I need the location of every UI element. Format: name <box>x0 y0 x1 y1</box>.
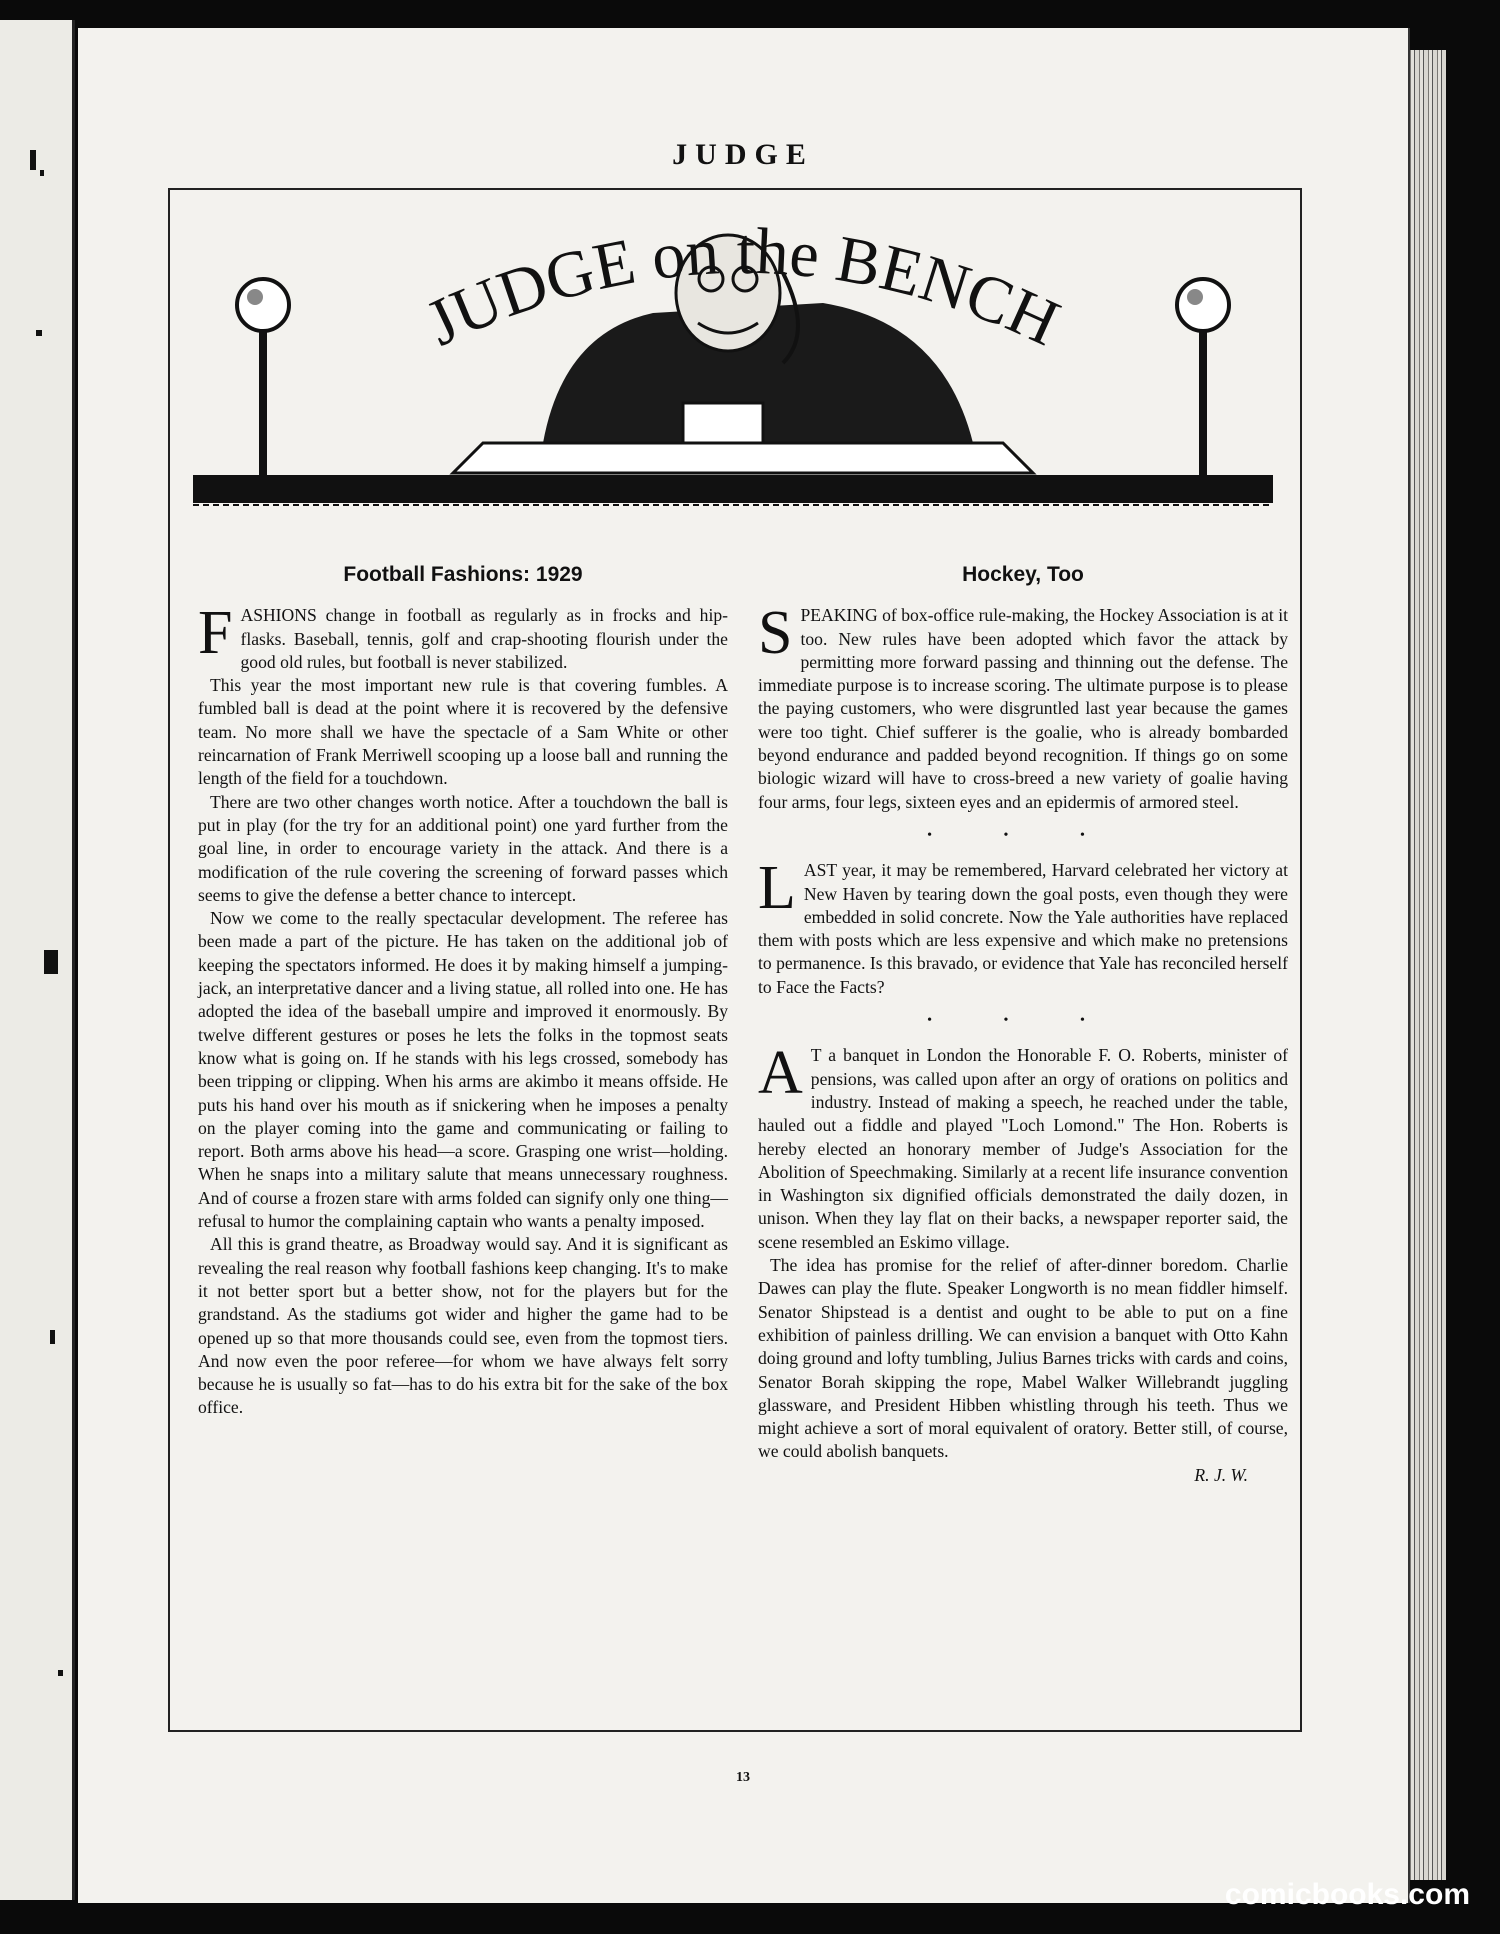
author-signature: R. J. W. <box>1194 1464 1248 1485</box>
right-article-heading: Hockey, Too <box>962 563 1084 586</box>
magazine-page <box>78 28 1410 1903</box>
magazine-name: JUDGE <box>672 138 814 171</box>
watermark: comicbooks.com <box>1224 1878 1470 1911</box>
section-separator: • • • <box>927 1013 1119 1029</box>
dropcap: S <box>758 599 793 668</box>
left-article-heading: Football Fashions: 1929 <box>343 563 583 586</box>
dropcap: F <box>198 599 233 668</box>
left-lamp-icon <box>237 279 289 489</box>
bench-icon <box>193 443 1273 505</box>
header-illustration <box>183 213 1283 513</box>
right-paragraph-4: The idea has promise for the relief of after-dinner boredom. Charlie Dawes can play the flute. Speaker Longworth is no mean fiddler himself. Senator Shipstead is a dentist and ought to be able to put on a fine exhibition of painless drilling. We can envision a banquet with Otto Kahn doing ground and lofty tumbling, Julius Barnes tricks with cards and coins, Senator Borah skipping the rope, Mabel Walker Willebrandt juggling glassware, and President Hibben whistling through his teeth. Thus we might achieve a sort of moral equivalent of oratory. Better still, of course, we could abolish banquets. <box>758 1255 1288 1462</box>
right-paragraph-3: A T a banquet in London the Honorable F. O. Roberts, minister of pensions, was called upon after an orgy of orations on politics and industry. Instead of making a speech, he reached under the table, hauled out a fiddle and played "Loch Lomond." The Hon. Roberts is hereby elected an honorary member of Judge's Association for the Abolition of Speechmaking. Similarly at a recent life insurance convention in Washington six dignified officials demonstrated the daily dozen, in unison. When they lay flat on their backs, a newspaper reporter said, the scene resembled an Eskimo village. <box>758 1039 1288 1252</box>
section-separator: • • • <box>927 827 1119 843</box>
left-paragraph-3: There are two other changes worth notice. After a touchdown the ball is put in play (for the try for an additional point) one yard further from the goal line, in order to encourage variety in the attack. And there is a modification of the rule covering the screening of forward passes which seems to give the defense a better chance to intercept. <box>198 791 728 905</box>
page-number: 13 <box>736 1770 750 1785</box>
right-paragraph-2: LAST year, it may be remembered, Harvard celebrated her victory at New Haven by tearing down the goal posts, even though they were embedded in solid concrete. Now the Yale authorities have replaced them with posts which are less expensive and which make no pretensions to permanence. Is this bravado, or evidence that Yale has reconciled herself to Face the Facts? <box>758 854 1288 997</box>
right-article-column <box>758 563 1288 1487</box>
left-paragraph-4: Now we come to the really spectacular development. The referee has been made a part of the picture. He has taken on the additional job of keeping the spectators informed. He does it by making himself a jumping-jack, an interpretative dancer and a living statue, all rolled into one. He has adopted the idea of the baseball umpire and improved it enormously. By twelve different gestures or poses he lets the folks in the topmost seats know what is going on. If he stands with his legs crossed, somebody has been tripping or clipping. When his arms are akimbo it means offside. He puts his hand over his mouth as if snickering when he imposes a penalty on the player coming into the game and communicating or failing to report. Both arms above his head—a score. Grasping one wrist—holding. When he snaps into a military salute that means unnecessary roughness. And of course a frozen stare with arms folded can signify only one thing—refusal to humor the complaining captain who wants a penalty imposed. <box>198 908 728 1232</box>
left-paragraph-1: FASHIONS change in football as regularly as in frocks and hip-flasks. Baseball, tennis, golf and crap-shooting flourish under the good old rules, but football is never stabilized. <box>198 599 728 672</box>
dropcap: L <box>758 854 796 923</box>
left-paragraph-5: All this is grand theatre, as Broadway would say. And it is significant as revealing the real reason why football fashions keep changing. It's to make it not better sport but a better show, not for the players but for the grandstand. As the stadiums got wider and higher the game had to be opened up so that more thousands could see, even from the topmost tiers. And now even the poor referee—for whom we have always felt sorry because he is usually so fat—has to do his extra bit for the sake of the box office. <box>198 1234 728 1418</box>
header-title: JUDGE on the BENCH <box>415 214 1070 361</box>
right-paragraph-1: SPEAKING of box-office rule-making, the Hockey Association is at it too. New rules have been adopted which favor the attack by permitting more forward passing and thinning out the defense. The immediate purpose is to increase scoring. The ultimate purpose is to please the paying customers, who were disgruntled last year because the games were too tight. Chief sufferer is the goalie, who is already bombarded beyond endurance and padded beyond recognition. If things go on some biologic wizard will have to cross-breed a new variety of goalie having four arms, four legs, sixteen eyes and an epidermis of armored steel. <box>758 599 1288 812</box>
judge-bench-illustration <box>183 213 1283 513</box>
dropcap: A <box>758 1039 803 1108</box>
left-paragraph-2: This year the most important new rule is that covering fumbles. A fumbled ball is dead at the point where it is recovered by the defensive team. No more shall we have the spectacle of a Sam White or other reincarnation of Frank Merriwell scooping up a loose ball and running the length of the field for a touchdown. <box>198 675 728 789</box>
page-stack-edges <box>1406 50 1446 1880</box>
right-lamp-icon <box>1177 279 1229 489</box>
left-page-edge <box>0 20 75 1900</box>
left-article-column <box>198 563 728 1420</box>
